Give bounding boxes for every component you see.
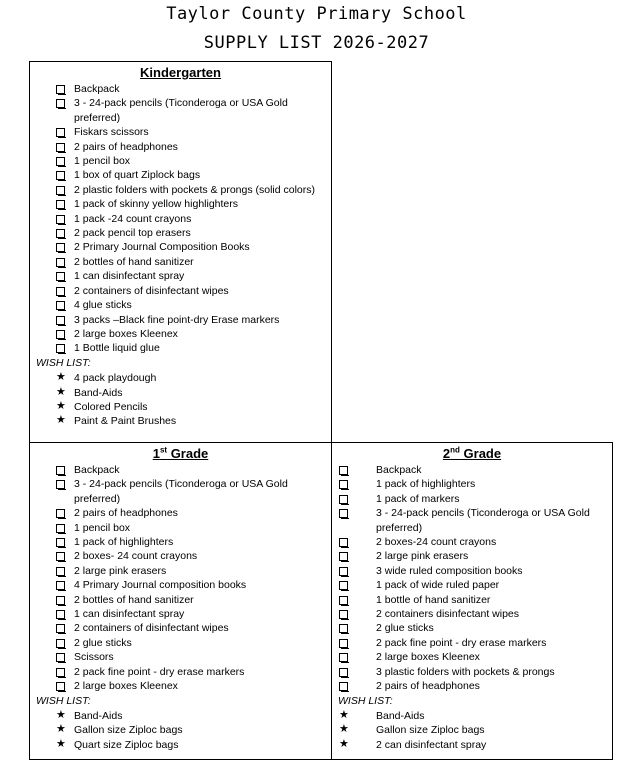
supply-item — [30, 535, 331, 549]
supply-item-label: 2 containers of disinfectant wipes — [74, 284, 229, 297]
supply-item — [332, 593, 612, 607]
supply-item-label: 2 large pink erasers — [376, 550, 469, 563]
star-icon: ★ — [56, 371, 66, 384]
supply-item-label: Backpack — [74, 83, 120, 95]
checkbox-icon[interactable] — [339, 610, 348, 619]
supply-item — [332, 463, 612, 477]
wish-item — [332, 738, 612, 752]
checkbox-icon[interactable] — [56, 157, 65, 166]
checkbox-icon[interactable] — [56, 330, 65, 339]
supply-item-label: 1 pack of highlighters — [74, 536, 174, 549]
supply-item-label: 3 - 24-pack pencils (Ticonderoga or USA Gold preferred) — [74, 478, 288, 505]
supply-item — [30, 140, 331, 154]
checkbox-icon[interactable] — [56, 316, 65, 325]
supply-item — [30, 168, 331, 182]
supply-item — [30, 477, 331, 506]
supply-item-label: 1 pack -24 count crayons — [74, 212, 192, 225]
supply-item — [30, 636, 331, 650]
supply-item-label: 2 bottles of hand sanitizer — [74, 593, 194, 606]
checkbox-icon[interactable] — [56, 99, 65, 108]
supply-item-label: 4 glue sticks — [74, 299, 132, 312]
supply-item-label: 2 large boxes Kleenex — [376, 651, 480, 664]
star-icon: ★ — [339, 723, 349, 736]
supply-item-label: 1 can disinfectant spray — [74, 608, 185, 621]
star-icon: ★ — [56, 414, 66, 427]
supply-item — [30, 650, 331, 664]
wish-item — [30, 400, 331, 414]
kindergarten-heading: Kindergarten — [140, 65, 221, 80]
checkbox-icon[interactable] — [56, 171, 65, 180]
first-grade-section — [29, 442, 332, 760]
supply-item-label: 1 pack of highlighters — [376, 478, 476, 491]
supply-item-label: 1 can disinfectant spray — [74, 270, 185, 283]
checkbox-icon[interactable] — [339, 538, 348, 547]
first-grade-supply-list — [30, 463, 331, 694]
supply-item-label: 2 pack fine point - dry erase markers — [74, 665, 245, 678]
checkbox-icon[interactable] — [56, 682, 65, 691]
checkbox-icon[interactable] — [56, 524, 65, 533]
supply-item-label: 1 box of quart Ziplock bags — [74, 169, 201, 182]
star-icon: ★ — [56, 399, 66, 412]
checkbox-icon[interactable] — [56, 581, 65, 590]
supply-item-label: 1 pack of skinny yellow highlighters — [74, 198, 239, 211]
first-grade-heading: 1st Grade — [152, 445, 209, 461]
supply-item — [332, 564, 612, 578]
supply-item — [30, 463, 331, 477]
checkbox-icon[interactable] — [56, 344, 65, 353]
supply-item-label: Backpack — [376, 464, 422, 476]
supply-item — [332, 477, 612, 491]
supply-item — [30, 96, 331, 125]
supply-item-label: 2 pack pencil top erasers — [74, 227, 191, 240]
wish-item-label: Paint & Paint Brushes — [74, 415, 177, 428]
supply-item — [332, 578, 612, 592]
wish-item — [30, 371, 331, 385]
supply-item-label: 1 pencil box — [74, 155, 131, 168]
wish-item — [30, 414, 331, 428]
supply-item-label: 2 pairs of headphones — [74, 140, 178, 153]
checkbox-icon[interactable] — [339, 639, 348, 648]
supply-item-label: 1 Bottle liquid glue — [74, 342, 160, 355]
supply-item — [332, 665, 612, 679]
star-icon: ★ — [339, 737, 349, 750]
kindergarten-wish-list — [30, 371, 331, 429]
supply-item-label: 1 pencil box — [74, 521, 131, 534]
supply-item — [30, 665, 331, 679]
second-grade-supply-list — [332, 463, 612, 694]
supply-item — [30, 327, 331, 341]
supply-item-label: 4 Primary Journal composition books — [74, 579, 247, 592]
supply-item — [30, 521, 331, 535]
checkbox-icon[interactable] — [339, 682, 348, 691]
wish-item-label: Quart size Ziploc bags — [74, 738, 179, 751]
school-name: Taylor County Primary School — [166, 4, 467, 24]
supply-item — [30, 593, 331, 607]
supply-item-label: 2 containers of disinfectant wipes — [74, 622, 229, 635]
wish-item-label: 2 can disinfectant spray — [376, 738, 487, 751]
supply-item — [30, 125, 331, 139]
wish-item-label: Gallon size Ziploc bags — [74, 724, 183, 737]
wish-item-label: Band-Aids — [74, 709, 123, 722]
supply-item — [30, 269, 331, 283]
second-grade-heading: 2nd Grade — [442, 445, 502, 461]
checkbox-icon[interactable] — [339, 668, 348, 677]
supply-item-label: 2 pack fine point - dry erase markers — [376, 636, 547, 649]
checkbox-icon[interactable] — [339, 567, 348, 576]
checkbox-icon[interactable] — [56, 243, 65, 252]
supply-item-label: Scissors — [74, 651, 114, 664]
supply-item — [332, 607, 612, 621]
checkbox-icon[interactable] — [339, 596, 348, 605]
checkbox-icon[interactable] — [56, 624, 65, 633]
checkbox-icon[interactable] — [56, 653, 65, 662]
supply-item-label: 2 containers disinfectant wipes — [376, 608, 519, 621]
supply-item-label: Backpack — [74, 464, 120, 476]
wish-item — [30, 738, 331, 752]
checkbox-icon[interactable] — [56, 668, 65, 677]
supply-item — [332, 679, 612, 693]
checkbox-icon[interactable] — [56, 200, 65, 209]
wish-item — [332, 709, 612, 723]
checkbox-icon[interactable] — [339, 624, 348, 633]
checkbox-icon[interactable] — [56, 301, 65, 310]
checkbox-icon[interactable] — [339, 552, 348, 561]
supply-item — [30, 226, 331, 240]
supply-item — [332, 506, 612, 535]
wish-item — [30, 709, 331, 723]
checkbox-icon[interactable] — [339, 653, 348, 662]
wish-item — [30, 386, 331, 400]
star-icon: ★ — [339, 708, 349, 721]
wish-item-label: Gallon size Ziploc bags — [376, 724, 485, 737]
supply-item — [30, 341, 331, 355]
checkbox-icon[interactable] — [56, 610, 65, 619]
supply-item-label: 2 pairs of headphones — [74, 507, 178, 520]
checkbox-icon[interactable] — [56, 258, 65, 267]
checkbox-icon[interactable] — [339, 480, 348, 489]
supply-item — [30, 154, 331, 168]
checkbox-icon[interactable] — [56, 596, 65, 605]
supply-item-label: 3 packs –Black fine point-dry Erase markers — [74, 313, 280, 326]
supply-item-label: 2 large boxes Kleenex — [74, 327, 178, 340]
checkbox-icon[interactable] — [56, 480, 65, 489]
star-icon: ★ — [56, 708, 66, 721]
checkbox-icon[interactable] — [56, 85, 65, 94]
checkbox-icon[interactable] — [56, 272, 65, 281]
supply-item — [332, 535, 612, 549]
checkbox-icon[interactable] — [56, 552, 65, 561]
star-icon: ★ — [56, 737, 66, 750]
supply-item — [30, 679, 331, 693]
wish-item — [30, 723, 331, 737]
supply-item-label: 3 - 24-pack pencils (Ticonderoga or USA Gold preferred) — [376, 507, 590, 534]
supply-item-label: 2 boxes-24 count crayons — [376, 536, 497, 549]
supply-item-label: 3 - 24-pack pencils (Ticonderoga or USA Gold preferred) — [74, 97, 288, 124]
checkbox-icon[interactable] — [56, 466, 65, 475]
first-grade-wish-list — [30, 709, 331, 752]
supply-item — [30, 506, 331, 520]
checkbox-icon[interactable] — [339, 581, 348, 590]
checkbox-icon[interactable] — [56, 128, 65, 137]
supply-item — [30, 284, 331, 298]
first-grade-wish-list-label: WISH LIST: — [36, 694, 91, 707]
supply-list-title: SUPPLY LIST 2026-2027 — [203, 33, 430, 53]
kindergarten-wish-list-label: WISH LIST: — [36, 356, 91, 369]
supply-item-label: 3 plastic folders with pockets & prongs — [376, 665, 555, 678]
second-grade-wish-list-label: WISH LIST: — [338, 694, 393, 707]
supply-item — [30, 298, 331, 312]
checkbox-icon[interactable] — [339, 495, 348, 504]
star-icon: ★ — [56, 385, 66, 398]
supply-item — [30, 240, 331, 254]
wish-item-label: Band-Aids — [74, 386, 123, 399]
supply-item-label: 2 pairs of headphones — [376, 680, 480, 693]
supply-item — [332, 492, 612, 506]
checkbox-icon[interactable] — [339, 509, 348, 518]
wish-item — [332, 723, 612, 737]
supply-item — [30, 549, 331, 563]
supply-item-label: Fiskars scissors — [74, 126, 149, 139]
supply-item-label: 2 glue sticks — [74, 636, 132, 649]
supply-item-label: 1 pack of wide ruled paper — [376, 579, 500, 592]
supply-item-label: 2 Primary Journal Composition Books — [74, 241, 250, 254]
supply-item — [30, 607, 331, 621]
checkbox-icon[interactable] — [56, 538, 65, 547]
supply-item-label: 2 glue sticks — [376, 622, 434, 635]
supply-item-label: 2 large boxes Kleenex — [74, 680, 178, 693]
supply-item — [30, 82, 331, 96]
kindergarten-section — [29, 61, 332, 443]
supply-item — [30, 197, 331, 211]
checkbox-icon[interactable] — [56, 229, 65, 238]
wish-item-label: Colored Pencils — [74, 400, 148, 413]
checkbox-icon[interactable] — [56, 143, 65, 152]
supply-item-label: 2 boxes- 24 count crayons — [74, 550, 198, 563]
supply-item-label: 2 bottles of hand sanitizer — [74, 255, 194, 268]
supply-item — [30, 313, 331, 327]
supply-item-label: 2 large pink erasers — [74, 564, 167, 577]
supply-item-label: 2 plastic folders with pockets & prongs (solid colors) — [74, 183, 316, 196]
supply-item — [30, 212, 331, 226]
supply-item — [30, 255, 331, 269]
supply-item-label: 1 pack of markers — [376, 492, 460, 505]
checkbox-icon[interactable] — [56, 186, 65, 195]
supply-item — [30, 621, 331, 635]
supply-item — [30, 578, 331, 592]
checkbox-icon[interactable] — [56, 509, 65, 518]
supply-item-label: 3 wide ruled composition books — [376, 564, 523, 577]
supply-item-label: 1 bottle of hand sanitizer — [376, 593, 491, 606]
wish-item-label: Band-Aids — [376, 709, 425, 722]
supply-item — [332, 636, 612, 650]
checkbox-icon[interactable] — [56, 567, 65, 576]
supply-item — [332, 621, 612, 635]
supply-item — [30, 564, 331, 578]
checkbox-icon[interactable] — [339, 466, 348, 475]
checkbox-icon[interactable] — [56, 287, 65, 296]
star-icon: ★ — [56, 723, 66, 736]
kindergarten-supply-list — [30, 82, 331, 356]
second-grade-wish-list — [332, 709, 612, 752]
wish-item-label: 4 pack playdough — [74, 372, 157, 385]
supply-item — [30, 183, 331, 197]
supply-item — [332, 650, 612, 664]
second-grade-section — [331, 442, 613, 760]
checkbox-icon[interactable] — [56, 215, 65, 224]
supply-item — [332, 549, 612, 563]
checkbox-icon[interactable] — [56, 639, 65, 648]
